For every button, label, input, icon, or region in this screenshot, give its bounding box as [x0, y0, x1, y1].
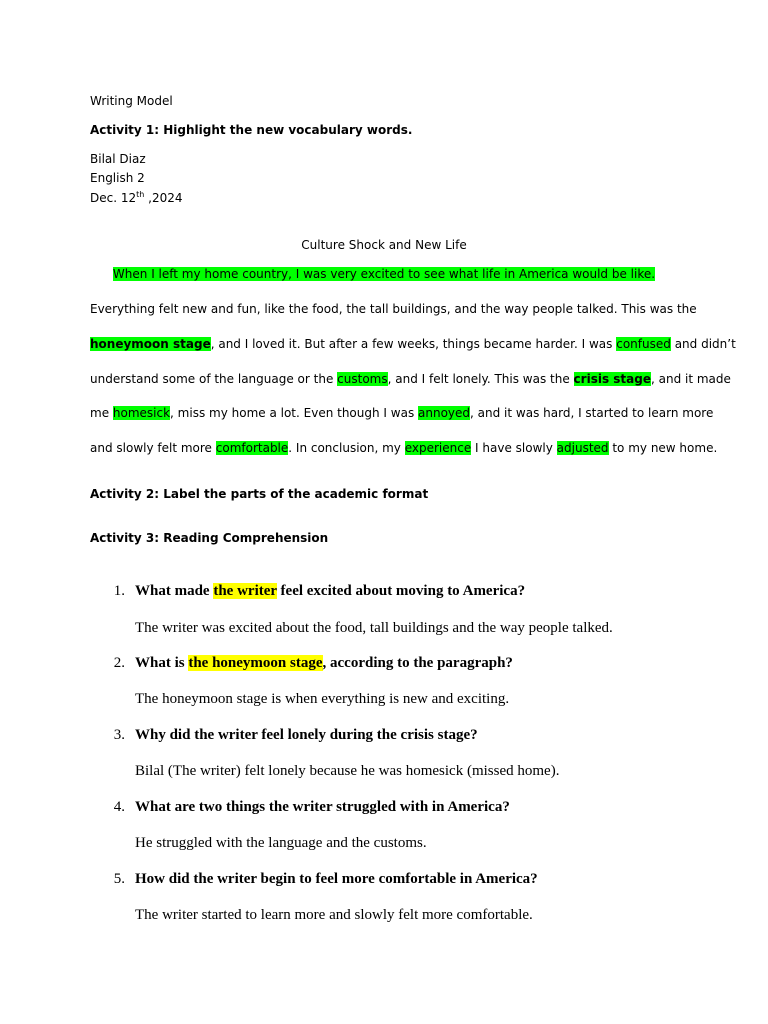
question-text: [135, 655, 513, 672]
document-heading: Writing Model: [90, 94, 173, 108]
question-text-part: What made: [135, 583, 214, 599]
essay-text: I have slowly: [471, 441, 557, 455]
activity-2-heading: Activity 2: Label the parts of the academic format: [90, 487, 429, 501]
activity-1-heading: Activity 1: Highlight the new vocabulary words.: [90, 123, 413, 137]
essay-line-2: Everything felt new and fun, like the food, the tall buildings, and the way people talked. This was the: [90, 302, 697, 316]
vocab-word: annoyed: [418, 406, 471, 420]
date-superscript: th: [136, 190, 145, 199]
essay-line-4: [90, 372, 731, 386]
essay-text: , and I loved it. But after a few weeks, things became harder. I was: [210, 337, 617, 351]
vocab-word: honeymoon stage: [90, 337, 211, 351]
course-name: English 2: [90, 171, 145, 185]
essay-text: , and it made: [650, 372, 731, 386]
essay-line-3: [90, 337, 736, 351]
essay-text: and didn’t: [670, 337, 736, 351]
essay-line-6: [90, 441, 717, 455]
essay-line-5: [90, 406, 713, 420]
date-suffix: ,2024: [144, 191, 183, 205]
highlighted-sentence: When I left my home country, I was very excited to see what life in America would be like.: [112, 267, 656, 281]
question-text-part: , according to the paragraph?: [322, 655, 513, 671]
question-text: Why did the writer feel lonely during the crisis stage?: [135, 727, 478, 743]
answer-text: The writer was excited about the food, tall buildings and the way people talked.: [135, 620, 613, 636]
question-text: How did the writer begin to feel more comfortable in America?: [135, 871, 538, 887]
essay-first-line: [0, 267, 768, 281]
answer-text: He struggled with the language and the customs.: [135, 835, 427, 851]
question-text: [135, 583, 525, 600]
question-number: 1.: [113, 583, 125, 599]
answer-text: The honeymoon stage is when everything is new and exciting.: [135, 691, 510, 707]
essay-text: to my new home.: [608, 441, 718, 455]
highlighted-phrase: the writer: [213, 583, 277, 599]
essay-text: and slowly felt more: [90, 441, 216, 455]
highlighted-phrase: the honeymoon stage: [188, 655, 323, 671]
vocab-word: customs: [337, 372, 388, 386]
vocab-word: confused: [616, 337, 671, 351]
date-prefix: Dec. 12: [90, 191, 137, 205]
essay-text: , and it was hard, I started to learn more: [470, 406, 714, 420]
essay-text: . In conclusion, my: [288, 441, 405, 455]
essay-text: me: [90, 406, 113, 420]
question-number: 3.: [113, 727, 125, 743]
question-text-part: feel excited about moving to America?: [276, 583, 526, 599]
essay-text: understand some of the language or the: [90, 372, 338, 386]
question-number: 4.: [113, 799, 125, 815]
essay-text: , miss my home a lot. Even though I was: [170, 406, 419, 420]
activity-3-heading: Activity 3: Reading Comprehension: [90, 531, 329, 545]
answer-text: The writer started to learn more and slowly felt more comfortable.: [135, 907, 533, 923]
essay-title: Culture Shock and New Life: [301, 238, 467, 252]
vocab-word: comfortable: [215, 441, 289, 455]
essay-text: , and I felt lonely. This was the: [387, 372, 574, 386]
question-number: 5.: [113, 871, 125, 887]
vocab-word: crisis stage: [573, 372, 651, 386]
date: [90, 190, 183, 205]
question-text-part: What is: [135, 655, 189, 671]
vocab-word: adjusted: [556, 441, 609, 455]
vocab-word: experience: [404, 441, 472, 455]
student-name: Bilal Diaz: [90, 152, 146, 166]
vocab-word: homesick: [112, 406, 171, 420]
question-text: What are two things the writer struggled with in America?: [135, 799, 510, 815]
question-number: 2.: [113, 655, 125, 671]
answer-text: Bilal (The writer) felt lonely because he was homesick (missed home).: [135, 763, 560, 779]
